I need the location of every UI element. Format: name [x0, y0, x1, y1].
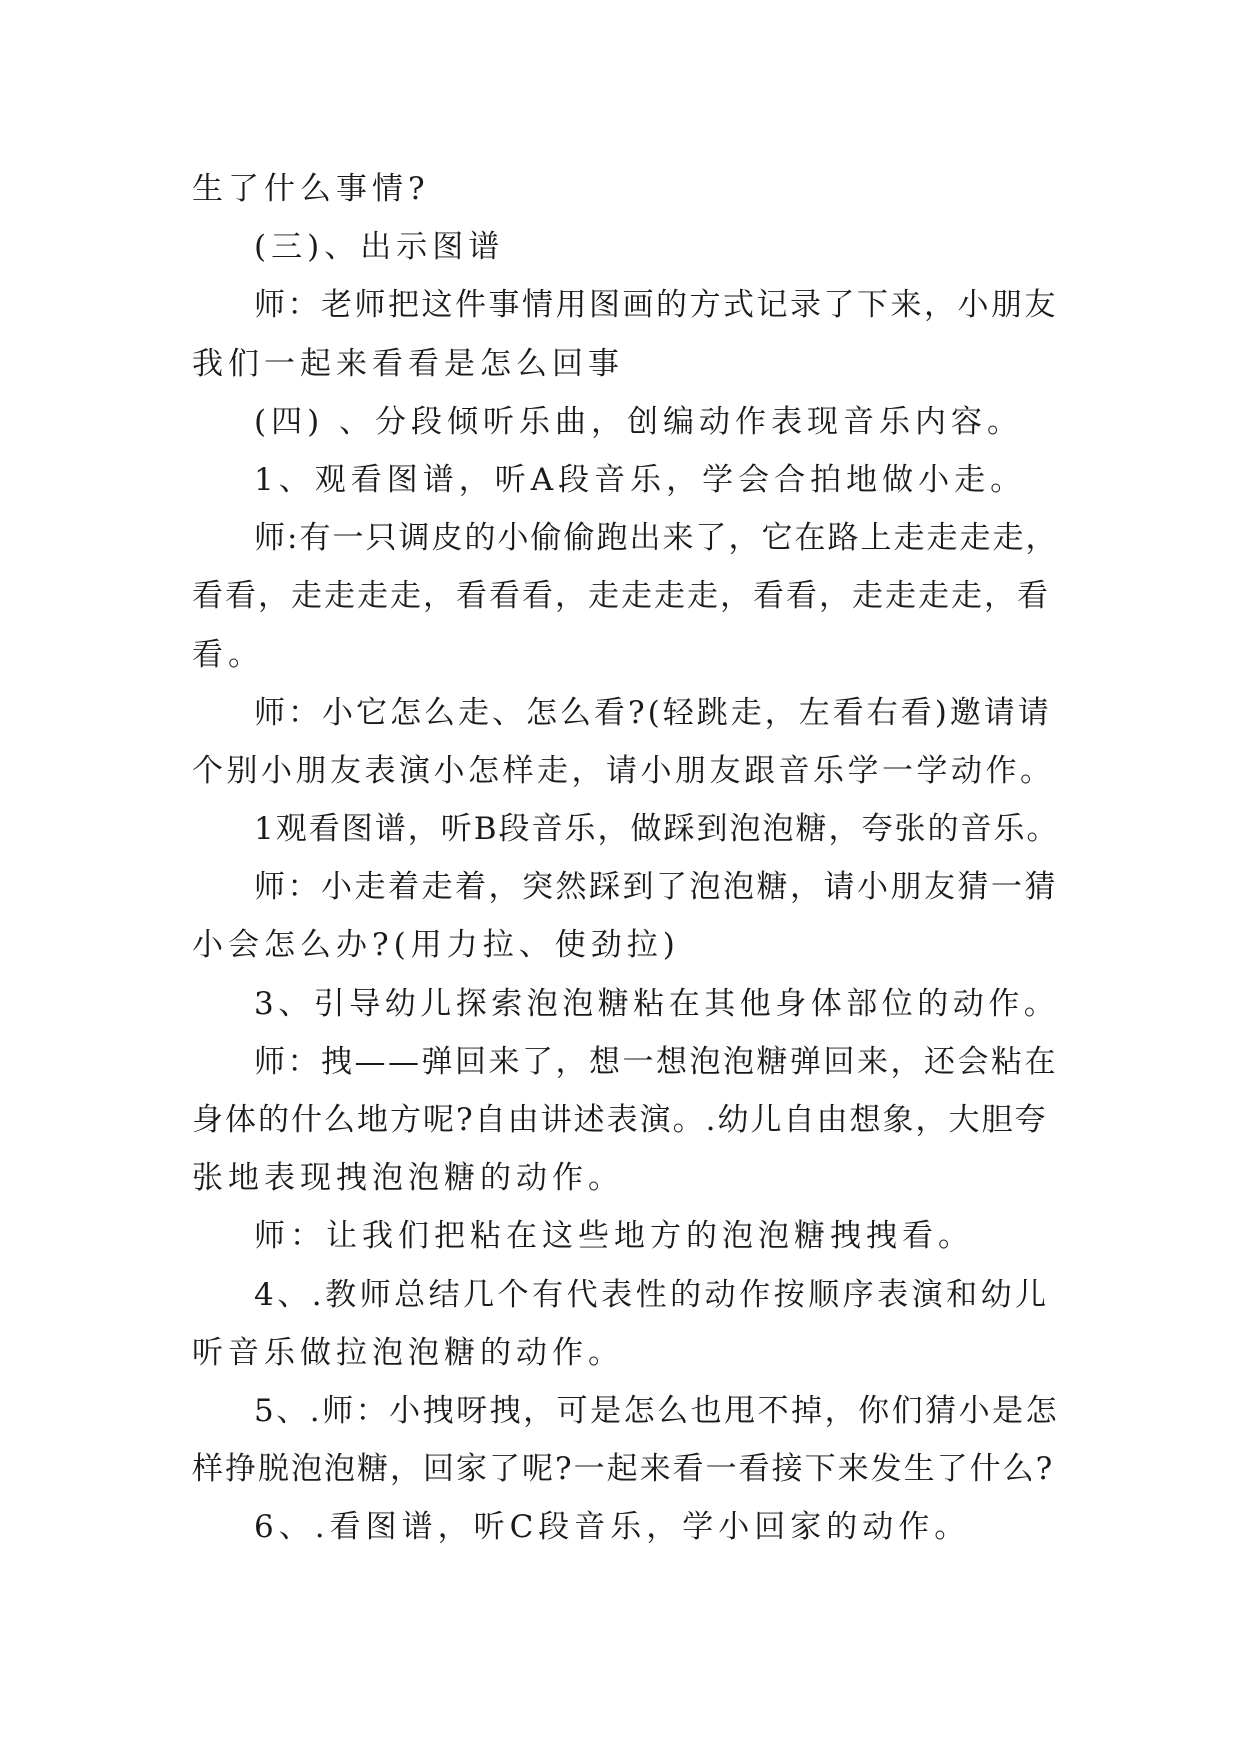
text-line: 5、.师：小拽呀拽，可是怎么也甩不掉，你们猜小是怎: [254, 1392, 1060, 1429]
text-line: 师：拽——弹回来了，想一想泡泡糖弹回来，还会粘在: [254, 1043, 1058, 1080]
text-line: 个别小朋友表演小怎样走，请小朋友跟音乐学一学动作。: [192, 752, 1055, 789]
text-line: 听音乐做拉泡泡糖的动作。: [192, 1334, 624, 1371]
text-line: 看看，走走走走，看看看，走走走走，看看，走走走走，看: [192, 578, 1050, 615]
text-line: 1观看图谱，听B段音乐，做踩到泡泡糖，夸张的音乐。: [254, 811, 1060, 848]
text-line: 师:有一只调皮的小偷偷跑出来了，它在路上走走走走，: [254, 520, 1059, 557]
text-line: 小会怎么办?(用力拉、使劲拉): [192, 927, 680, 964]
text-line: 生了什么事情?: [192, 171, 430, 207]
text-line: 我们一起来看看是怎么回事: [192, 345, 624, 382]
text-line: (三)、出示图谱: [254, 229, 505, 266]
text-line: 样挣脱泡泡糖，回家了呢?一起来看一看接下来发生了什么?: [192, 1451, 1055, 1488]
text-line: 张地表现拽泡泡糖的动作。: [192, 1160, 624, 1197]
text-line: 师：小它怎么走、怎么看?(轻跳走，左看右看)邀请请: [254, 694, 1052, 731]
text-line: 师：老师把这件事情用图画的方式记录了下来，小朋友: [254, 287, 1058, 324]
text-line: (四) 、分段倾听乐曲，创编动作表现音乐内容。: [254, 403, 1024, 440]
text-line: 看。: [192, 636, 264, 673]
text-line: 师：让我们把粘在这些地方的泡泡糖拽拽看。: [254, 1218, 974, 1255]
text-line: 身体的什么地方呢?自由讲述表演。.幼儿自由想象，大胆夸: [192, 1102, 1048, 1138]
document-body: [192, 160, 1060, 1557]
text-line: 1、观看图谱，听A段音乐，学会合拍地做小走。: [254, 461, 1027, 498]
text-line: 4、.教师总结几个有代表性的动作按顺序表演和幼儿: [254, 1276, 1050, 1313]
text-line: 3、引导幼儿探索泡泡糖粘在其他身体部位的动作。: [254, 985, 1060, 1022]
text-line: 师：小走着走着，突然踩到了泡泡糖，请小朋友猜一猜: [254, 869, 1058, 906]
text-line: 6、.看图谱，听C段音乐，学小回家的动作。: [254, 1509, 971, 1546]
